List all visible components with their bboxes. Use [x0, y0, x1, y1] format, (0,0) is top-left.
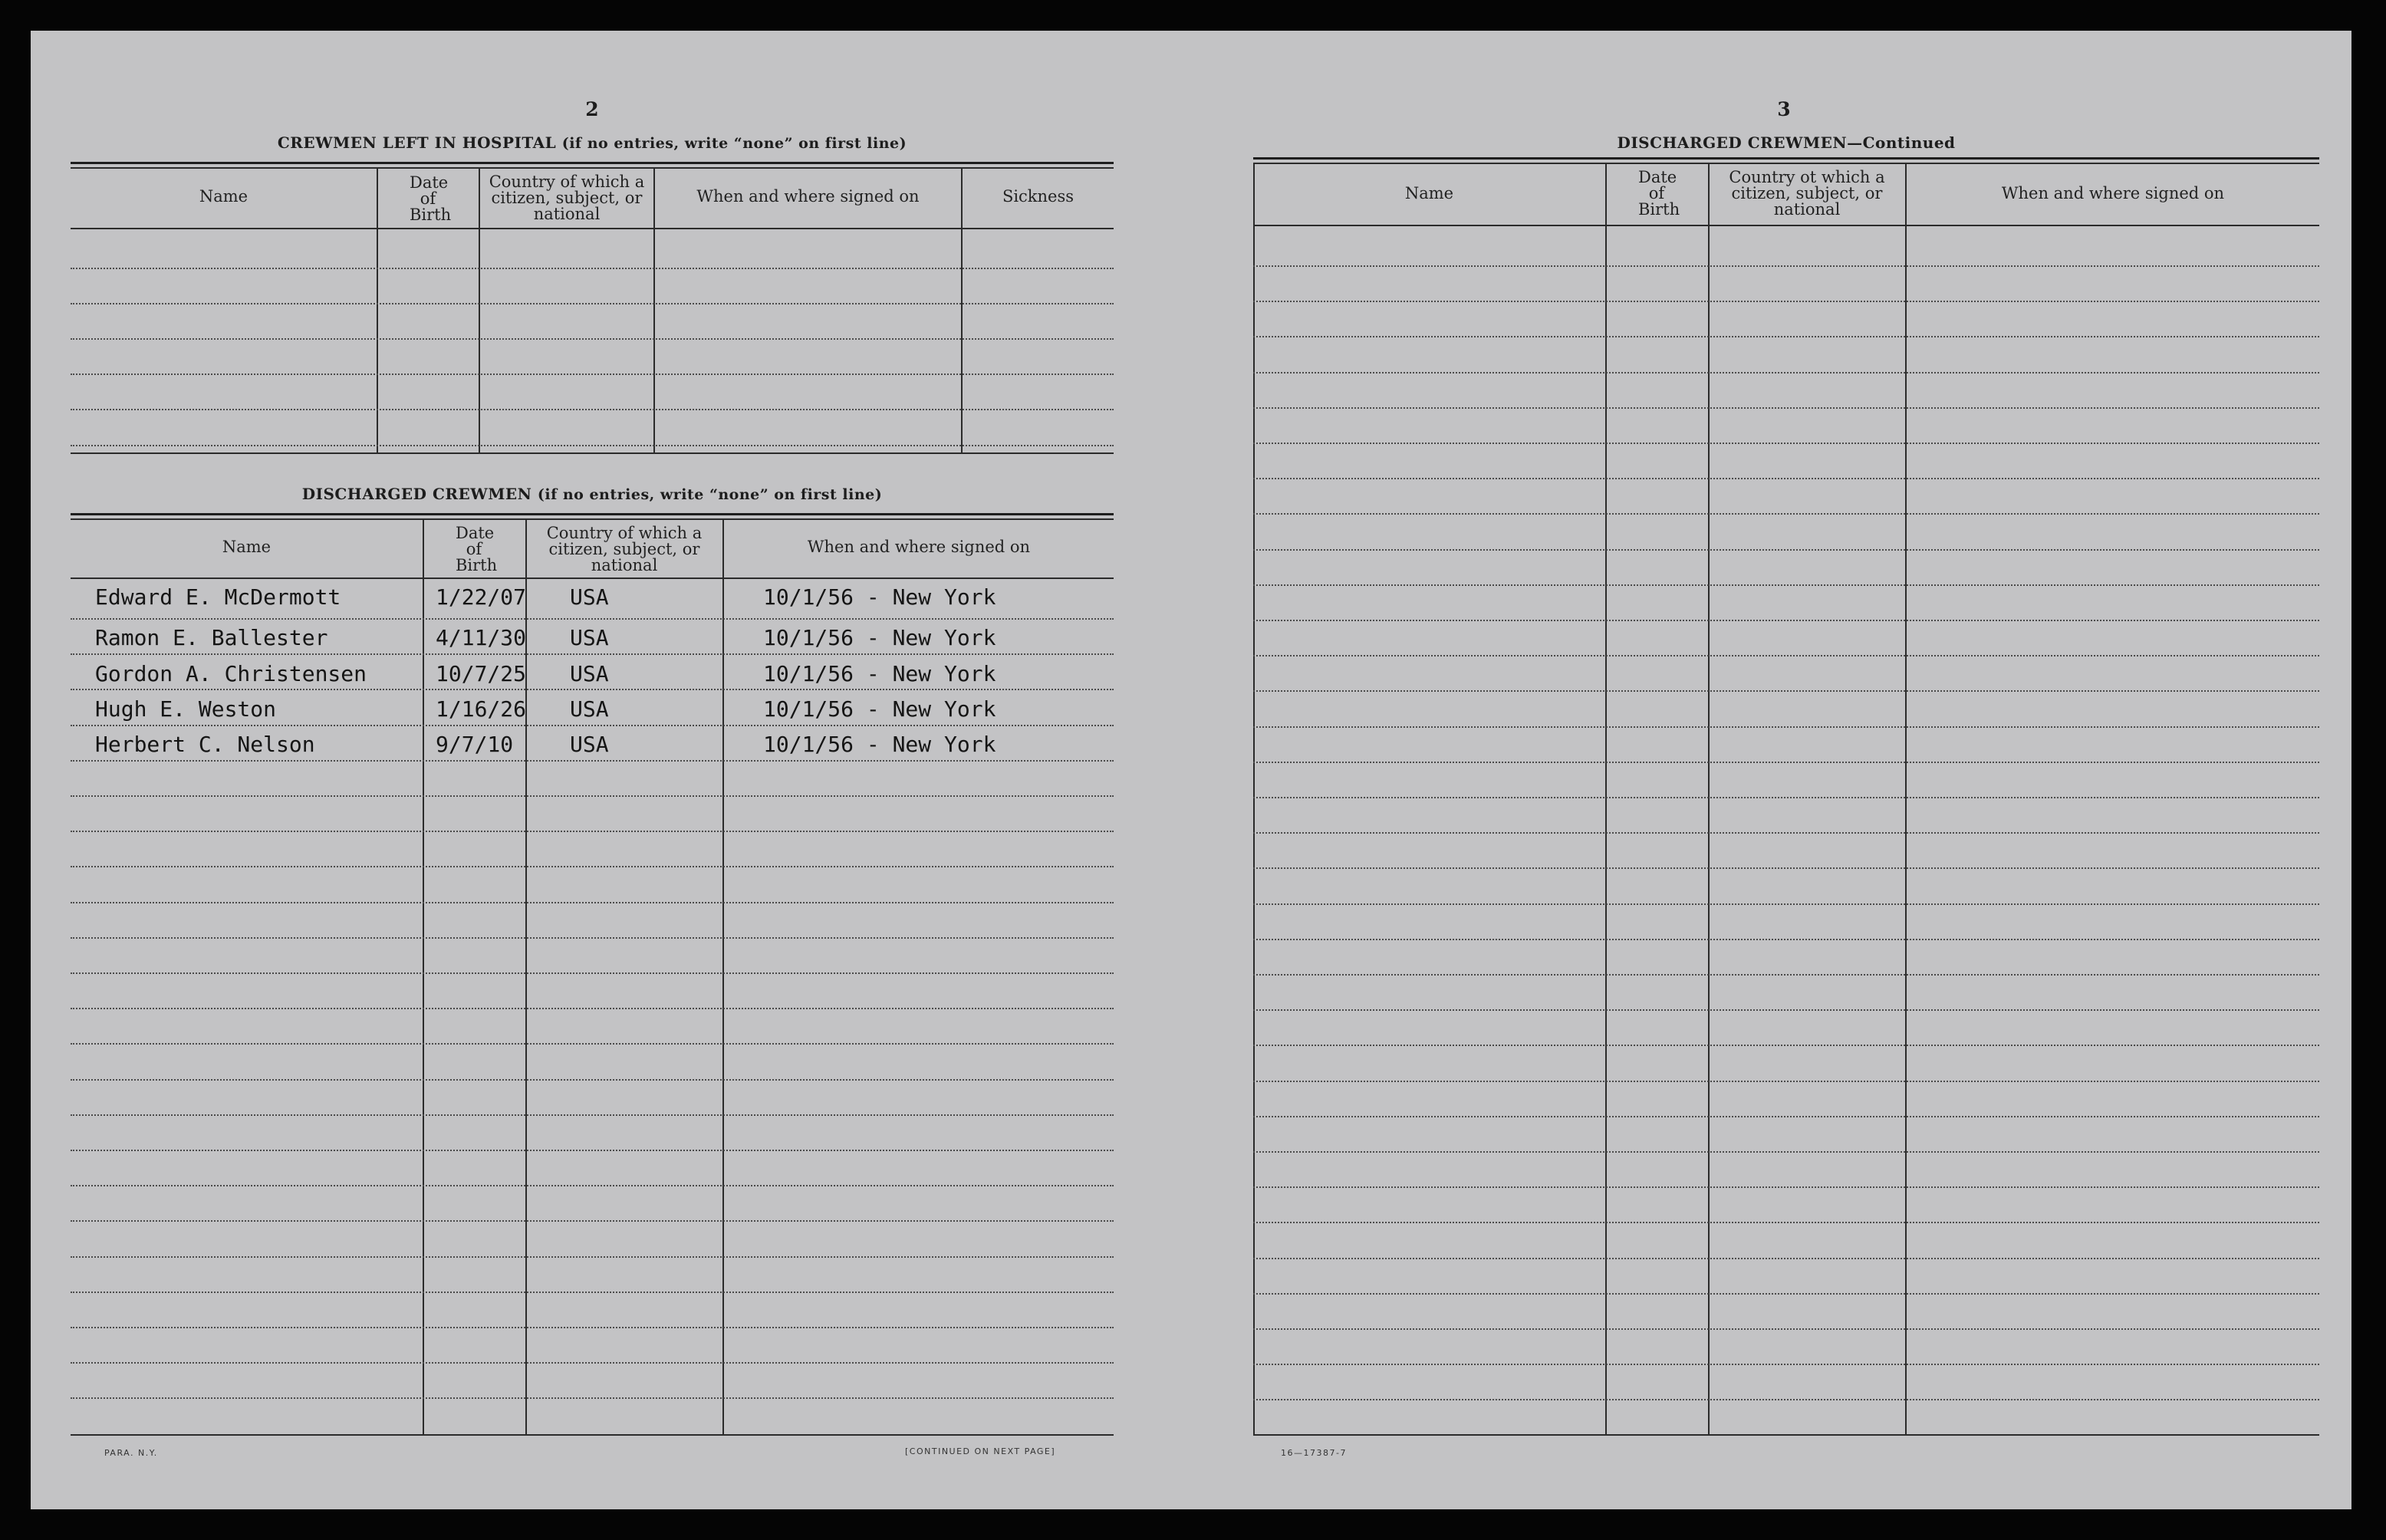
- entry-line: [1253, 1151, 2319, 1153]
- right-col-country: Country ot which a citizen, subject, or national: [1729, 168, 1885, 219]
- crewman-dob: 10/7/25: [436, 661, 527, 686]
- discharged-col-divider: [423, 518, 424, 1434]
- footer-continued-note: [CONTINUED ON NEXT PAGE]: [905, 1446, 1056, 1456]
- entry-line: [71, 618, 1114, 620]
- hospital-header-rule: [71, 228, 1114, 229]
- page-number-right: 3: [1777, 98, 1791, 120]
- discharged-table-bottom-rule: [71, 1434, 1114, 1436]
- entry-line: [1253, 655, 2319, 656]
- crewman-country: USA: [570, 661, 609, 686]
- entry-line: [1253, 690, 2319, 692]
- entry-line: [1253, 1045, 2319, 1046]
- entry-line: [71, 795, 1114, 797]
- hospital-col-signed: When and where signed on: [696, 187, 920, 206]
- entry-line: [1253, 301, 2319, 302]
- right-col-signed: When and where signed on: [2001, 184, 2225, 202]
- hospital-section-title: [71, 133, 1114, 152]
- crewman-name: Gordon A. Christensen: [95, 661, 367, 686]
- discharged-title-text: DISCHARGED CREWMEN: [301, 485, 532, 503]
- discharged-col-divider: [722, 518, 724, 1434]
- entry-line: [71, 689, 1114, 690]
- entry-line: [1253, 726, 2319, 728]
- page-number-left: 2: [585, 98, 599, 120]
- entry-line: [71, 902, 1114, 903]
- discharged-section-title: [71, 485, 1114, 503]
- entry-line: [71, 1008, 1114, 1009]
- discharged-table-top-rule-2: [71, 518, 1114, 520]
- entry-line: [71, 653, 1114, 655]
- footer-printer-mark: PARA. N.Y.: [104, 1448, 158, 1458]
- crewman-name: Ramon E. Ballester: [95, 625, 328, 650]
- crewman-dob: 1/16/26: [436, 696, 527, 722]
- crewman-country: USA: [570, 696, 609, 722]
- hospital-table-top-rule: [71, 162, 1114, 164]
- crewman-name: Herbert C. Nelson: [95, 732, 315, 757]
- entry-line: [1253, 336, 2319, 337]
- crewman-signed-on: 10/1/56 - New York: [763, 732, 996, 757]
- crewman-country: USA: [570, 625, 609, 650]
- entry-line: [71, 972, 1114, 974]
- crewman-country: USA: [570, 584, 609, 610]
- right-table-top-rule: [1253, 157, 2319, 160]
- hospital-entry-line: [71, 409, 1114, 410]
- crewman-name: Edward E. McDermott: [95, 584, 341, 610]
- right-col-divider: [1708, 163, 1710, 1434]
- crewman-country: USA: [570, 732, 609, 757]
- entry-line: [71, 831, 1114, 832]
- entry-line: [1253, 1364, 2319, 1365]
- entry-line: [1253, 867, 2319, 869]
- footer-form-number: 16—17387-7: [1281, 1448, 1347, 1458]
- hospital-title-text: CREWMEN LEFT IN HOSPITAL: [277, 133, 557, 152]
- discharged-header-rule: [71, 578, 1114, 579]
- hospital-entry-line: [71, 373, 1114, 375]
- entry-line: [1253, 1328, 2319, 1330]
- right-col-divider: [1605, 163, 1607, 1434]
- entry-line: [1253, 478, 2319, 479]
- entry-line: [1253, 974, 2319, 976]
- entry-line: [1253, 620, 2319, 621]
- hospital-entry-line: [71, 303, 1114, 304]
- right-col-dob: Date of Birth: [1638, 168, 1680, 219]
- crewman-signed-on: 10/1/56 - New York: [763, 696, 996, 722]
- discharged-col-signed: When and where signed on: [807, 538, 1031, 556]
- entry-line: [71, 1185, 1114, 1186]
- entry-line: [1253, 903, 2319, 905]
- entry-line: [1253, 584, 2319, 586]
- right-table-left-edge: [1253, 163, 1255, 1434]
- discharged-col-dob: Date of Birth: [456, 524, 498, 574]
- crewman-name: Hugh E. Weston: [95, 696, 277, 722]
- hospital-table-top-rule-2: [71, 167, 1114, 169]
- entry-line: [71, 1256, 1114, 1258]
- document-sheet: [31, 31, 2351, 1509]
- entry-line: [1253, 372, 2319, 373]
- hospital-entry-line: [71, 268, 1114, 269]
- discharged-title-note: (if no entries, write “none” on first line): [537, 486, 883, 503]
- entry-line: [1253, 1186, 2319, 1188]
- entry-line: [71, 725, 1114, 726]
- right-col-name: Name: [1404, 184, 1454, 202]
- crewman-dob: 9/7/10: [436, 732, 514, 757]
- crewman-signed-on: 10/1/56 - New York: [763, 625, 996, 650]
- hospital-col-dob: Date of Birth: [410, 173, 452, 224]
- entry-line: [71, 1397, 1114, 1399]
- entry-line: [1253, 1009, 2319, 1011]
- hospital-entry-line: [71, 338, 1114, 340]
- entry-line: [1253, 832, 2319, 834]
- entry-line: [1253, 1399, 2319, 1400]
- entry-line: [71, 760, 1114, 762]
- entry-line: [1253, 443, 2319, 444]
- hospital-table-bottom-rule: [71, 452, 1114, 454]
- hospital-col-sickness: Sickness: [1002, 187, 1075, 206]
- crewman-signed-on: 10/1/56 - New York: [763, 584, 996, 610]
- right-table-top-rule-2: [1253, 163, 2319, 164]
- entry-line: [1253, 1116, 2319, 1117]
- discharged-table-top-rule: [71, 513, 1114, 515]
- entry-line: [1253, 939, 2319, 940]
- discharged-col-divider: [525, 518, 527, 1434]
- hospital-entry-line: [71, 445, 1114, 446]
- entry-line: [1253, 549, 2319, 551]
- hospital-title-note: (if no entries, write “none” on first line): [561, 135, 907, 152]
- entry-line: [71, 1220, 1114, 1222]
- hospital-col-country: Country of which a citizen, subject, or national: [489, 173, 645, 223]
- entry-line: [1253, 513, 2319, 515]
- entry-line: [71, 937, 1114, 939]
- discharged-continued-title: DISCHARGED CREWMEN—Continued: [1617, 133, 1956, 152]
- entry-line: [1253, 1258, 2319, 1259]
- hospital-col-name: Name: [199, 187, 248, 206]
- entry-line: [1253, 265, 2319, 267]
- entry-line: [71, 1114, 1114, 1116]
- crewman-dob: 4/11/30: [436, 625, 527, 650]
- crewman-dob: 1/22/07: [436, 584, 527, 610]
- discharged-col-country: Country of which a citizen, subject, or national: [546, 524, 703, 574]
- entry-line: [1253, 797, 2319, 798]
- entry-line: [71, 1079, 1114, 1081]
- entry-line: [71, 866, 1114, 867]
- entry-line: [1253, 762, 2319, 763]
- entry-line: [71, 1362, 1114, 1364]
- entry-line: [1253, 1293, 2319, 1295]
- right-col-divider: [1905, 163, 1907, 1434]
- entry-line: [71, 1150, 1114, 1151]
- right-table-bottom-rule: [1253, 1434, 2319, 1436]
- entry-line: [71, 1043, 1114, 1045]
- crewman-signed-on: 10/1/56 - New York: [763, 661, 996, 686]
- entry-line: [71, 1292, 1114, 1293]
- discharged-col-name: Name: [222, 538, 272, 556]
- right-header-rule: [1253, 225, 2319, 226]
- entry-line: [71, 1327, 1114, 1328]
- entry-line: [1253, 1081, 2319, 1082]
- entry-line: [1253, 1222, 2319, 1223]
- entry-line: [1253, 407, 2319, 409]
